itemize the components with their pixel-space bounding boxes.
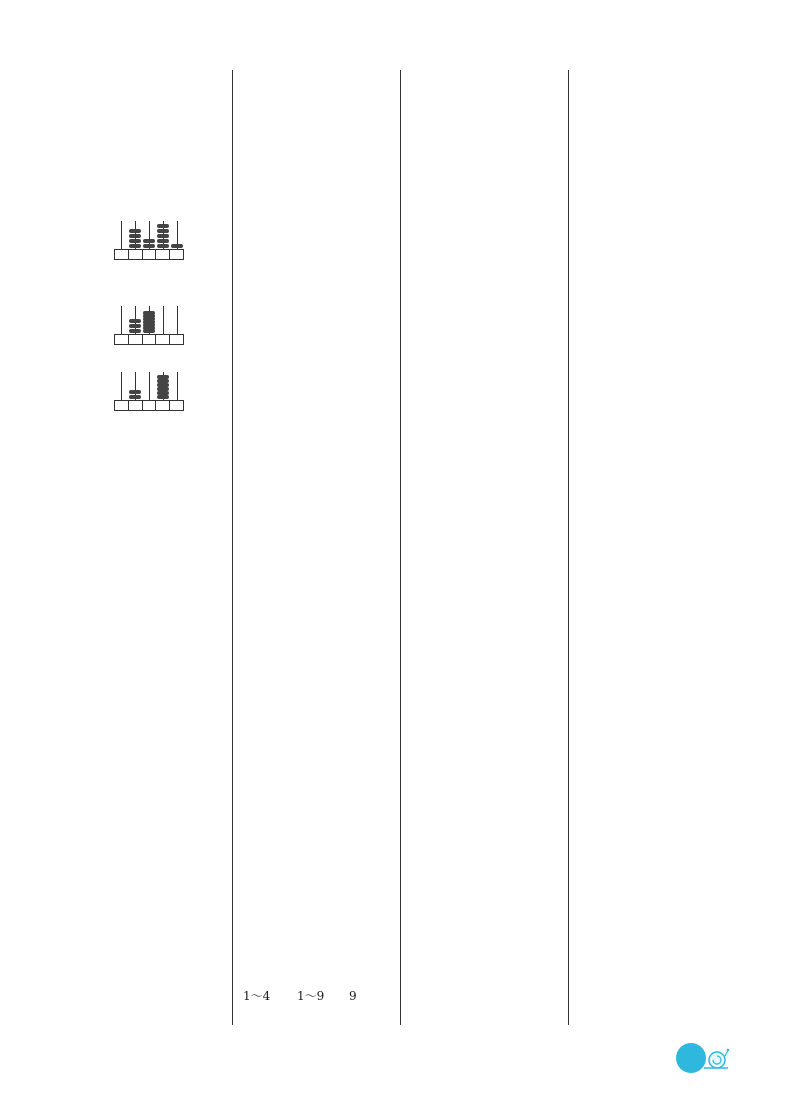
answer-line	[243, 914, 395, 932]
lesson-heading	[76, 436, 228, 454]
lesson-heading	[243, 950, 395, 968]
answer-line	[410, 310, 562, 328]
compare-row	[243, 401, 395, 419]
column-3	[410, 72, 562, 365]
answer-row	[76, 600, 228, 618]
answer-row	[243, 218, 395, 236]
answer-row-cell: 9	[349, 988, 357, 1003]
section-heading	[243, 822, 395, 840]
answer-row	[243, 621, 395, 639]
answer-row	[76, 90, 228, 108]
abacus-2060	[114, 371, 184, 411]
answer-line	[76, 728, 228, 746]
answer-line	[243, 548, 395, 566]
answer-row-cell: 1～9	[297, 988, 325, 1003]
answer-row	[243, 749, 395, 767]
answer-line	[410, 145, 562, 163]
lesson-heading	[410, 328, 562, 346]
section-heading	[578, 365, 728, 383]
answer-row	[243, 786, 395, 804]
answer-row	[76, 619, 228, 637]
answer-line	[243, 877, 395, 895]
answer-row	[76, 893, 228, 911]
answer-row	[76, 182, 228, 200]
answer-row	[243, 145, 395, 163]
answer-row	[243, 90, 395, 108]
column-divider	[568, 70, 569, 1025]
answer-line	[578, 182, 728, 200]
abacus-caption	[76, 285, 228, 303]
answer-row	[243, 676, 395, 694]
answer-row	[243, 658, 395, 676]
answer-row	[243, 639, 395, 657]
answer-row	[76, 582, 228, 600]
section-heading	[410, 346, 562, 364]
column-1	[76, 72, 228, 984]
answer-row	[243, 200, 395, 218]
compare-row	[243, 438, 395, 456]
answer-line	[410, 182, 562, 200]
answer-line	[410, 109, 562, 127]
compare-row	[243, 456, 395, 474]
compare-row	[243, 383, 395, 401]
abacus-caption	[76, 351, 228, 369]
answer-row	[76, 911, 228, 929]
answer-line	[76, 673, 228, 691]
answer-row	[76, 637, 228, 655]
column-2	[243, 72, 395, 1005]
answer-row	[243, 109, 395, 127]
lesson-heading	[76, 783, 228, 801]
answer-row	[76, 564, 228, 582]
answer-row	[243, 72, 395, 90]
section-heading	[243, 603, 395, 621]
compare-row	[243, 346, 395, 364]
answer-line	[410, 127, 562, 145]
answer-line	[410, 163, 562, 181]
abacus-caption	[76, 266, 228, 284]
lesson-heading	[578, 127, 728, 145]
column-divider	[232, 70, 233, 1025]
answer-row	[76, 838, 228, 856]
answer-line	[578, 310, 728, 328]
answer-line	[578, 292, 728, 310]
answer-row	[76, 127, 228, 145]
column-4	[578, 72, 728, 401]
answer-row	[76, 948, 228, 966]
answer-row	[243, 694, 395, 712]
answer-line	[243, 566, 395, 584]
section-heading	[243, 127, 395, 145]
answer-row	[243, 163, 395, 181]
answer-row	[76, 966, 228, 984]
answer-line	[243, 859, 395, 877]
answer-line	[243, 840, 395, 858]
answer-row	[76, 509, 228, 527]
lesson-heading	[76, 454, 228, 472]
column-divider	[400, 70, 401, 1025]
answer-line	[578, 218, 728, 236]
compare-row	[243, 475, 395, 493]
lesson-heading	[410, 237, 562, 255]
section-heading	[243, 273, 395, 291]
answer-row	[76, 545, 228, 563]
answer-line	[76, 710, 228, 728]
answer-line	[243, 932, 395, 950]
compare-row	[243, 365, 395, 383]
answer-row	[76, 820, 228, 838]
section-heading	[410, 255, 562, 273]
abacus-4261	[114, 220, 184, 260]
section-heading	[578, 255, 728, 273]
answer-row	[76, 145, 228, 163]
answer-line	[578, 109, 728, 127]
answer-line	[410, 200, 562, 218]
answer-line	[76, 747, 228, 765]
answer-row	[76, 930, 228, 948]
lesson-heading	[578, 346, 728, 364]
answer-line	[410, 90, 562, 108]
compare-row	[243, 493, 395, 511]
answer-line	[243, 895, 395, 913]
answer-row	[76, 109, 228, 127]
answer-row	[243, 987, 395, 1005]
answer-row	[243, 182, 395, 200]
section-heading	[578, 72, 728, 90]
section-heading	[76, 655, 228, 673]
answer-row	[243, 237, 395, 255]
compare-row	[243, 310, 395, 328]
compare-row	[243, 328, 395, 346]
answer-line	[410, 292, 562, 310]
answer-line	[578, 90, 728, 108]
answer-row	[243, 804, 395, 822]
lesson-heading	[243, 255, 395, 273]
section-heading	[578, 383, 728, 401]
abacus-caption	[76, 417, 228, 435]
compare-row	[243, 420, 395, 438]
answer-row	[76, 490, 228, 508]
answer-line	[243, 529, 395, 547]
answer-row	[243, 731, 395, 749]
answer-line	[76, 765, 228, 783]
section-heading	[76, 200, 228, 218]
answer-row	[243, 712, 395, 730]
answer-line	[578, 200, 728, 218]
snail-icon	[700, 1046, 730, 1070]
section-heading	[578, 163, 728, 181]
answer-row	[76, 527, 228, 545]
lesson-heading	[243, 584, 395, 602]
section-heading	[243, 969, 395, 987]
chapter-heading	[578, 328, 728, 346]
section-heading	[578, 145, 728, 163]
answer-line	[76, 692, 228, 710]
answer-row-cell: 1～4	[243, 988, 271, 1003]
abacus-3700	[114, 305, 184, 345]
unit-heading	[578, 237, 728, 255]
section-heading	[243, 511, 395, 529]
answer-row	[243, 767, 395, 785]
section-heading	[578, 273, 728, 291]
answer-row	[76, 72, 228, 90]
section-heading	[410, 273, 562, 291]
answer-row	[76, 875, 228, 893]
answer-row	[76, 163, 228, 181]
section-heading	[76, 472, 228, 490]
section-heading	[410, 72, 562, 90]
lesson-heading	[410, 218, 562, 236]
section-heading	[76, 802, 228, 820]
compare-row	[243, 292, 395, 310]
answer-row	[76, 856, 228, 874]
